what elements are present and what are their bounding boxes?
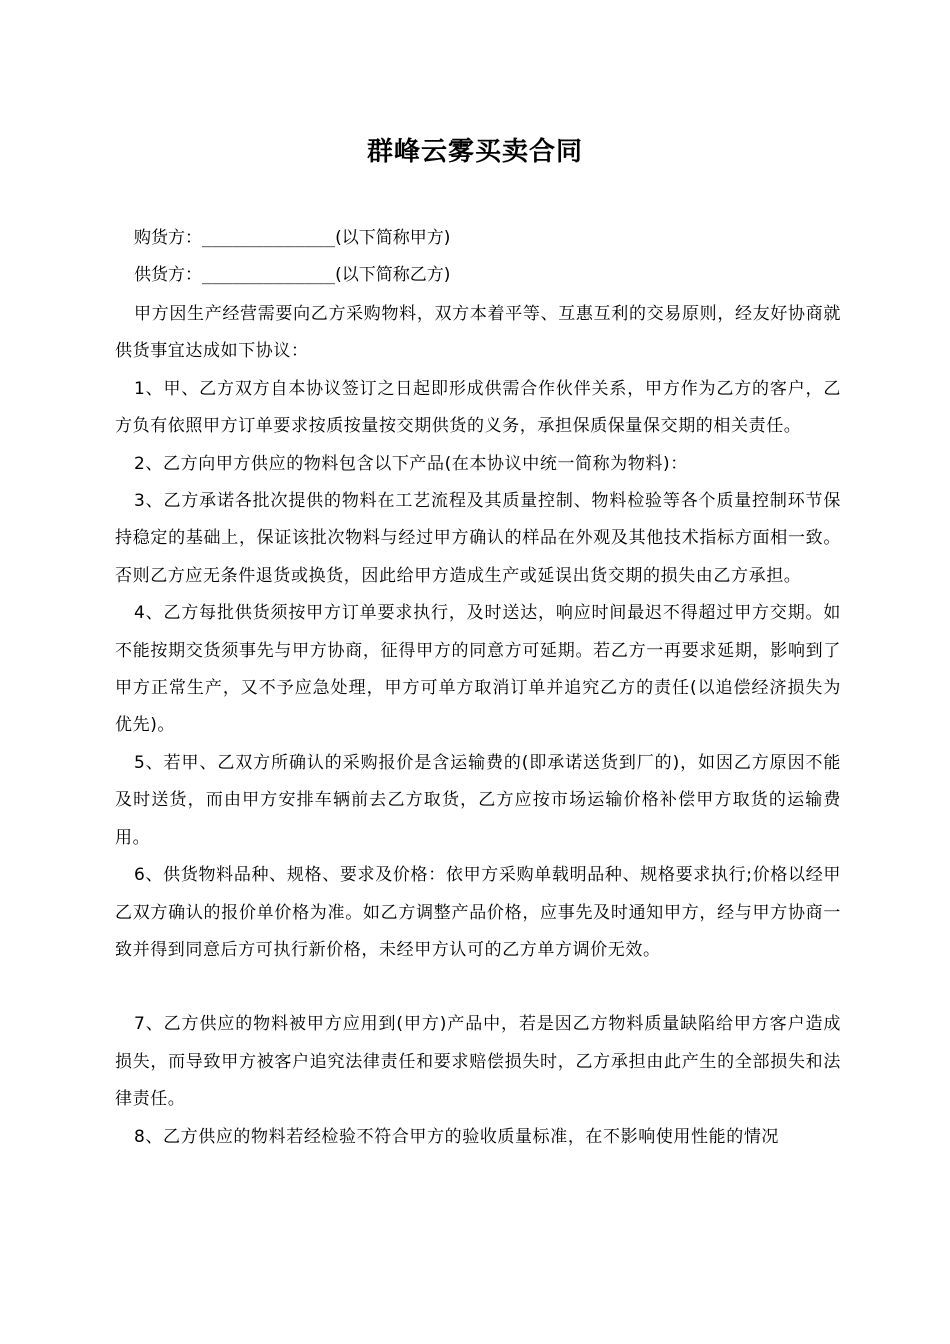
clause-8: 8、乙方供应的物料若经检验不符合甲方的验收质量标准，在不影响使用性能的情况 — [134, 1126, 780, 1147]
buyer-label: 购货方： — [134, 228, 202, 248]
buyer-note: (以下简称甲方) — [335, 228, 451, 248]
clause-2: 2、乙方向甲方供应的物料包含以下产品(在本协议中统一简称为物料)： — [134, 453, 688, 474]
buyer-blank: _____________ — [202, 228, 336, 248]
clause-5: 5、若甲、乙双方所确认的采购报价是含运输费的(即承诺送货到厂的)，如因乙方原因不能及时送货，而由甲方安排车辆前去乙方取货，乙方应按市场运输价格补偿甲方取货的运输费用。 — [115, 752, 841, 848]
supplier-blank: _____________ — [202, 265, 336, 285]
clause-3: 3、乙方承诺各批次提供的物料在工艺流程及其质量控制、物料检验等各个质量控制环节保持稳定的基础上，保证该批次物料与经过甲方确认的样品在外观及其他技术指标方面相一致。否则乙方应无条件退货或换货，因此给甲方造成生产或延误出货交期的损失由乙方承担。 — [115, 491, 841, 586]
buyer-line — [134, 226, 450, 250]
contract-body — [115, 296, 841, 1156]
intro-paragraph: 甲方因生产经营需要向乙方采购物料，双方本着平等、互惠互利的交易原则，经友好协商就供货事宜达成如下协议： — [115, 304, 841, 362]
document-title: 群峰云雾买卖合同 — [366, 137, 583, 167]
clause-1: 1、甲、乙方双方自本协议签订之日起即形成供需合作伙伴关系，甲方作为乙方的客户，乙方负有依照甲方订单要求按质按量按交期供货的义务，承担保质保量保交期的相关责任。 — [115, 378, 841, 437]
clause-6: 6、供货物料品种、规格、要求及价格：依甲方采购单载明品种、规格要求执行;价格以经甲乙双方确认的报价单价格为准。如乙方调整产品价格，应事先及时通知甲方，经与甲方协商一致并得到同意后方可执行新价格，未经甲方认可的乙方单方调价无效。 — [115, 865, 841, 960]
clause-4: 4、乙方每批供货须按甲方订单要求执行，及时送达，响应时间最迟不得超过甲方交期。如不能按期交货须事先与甲方协商，征得甲方的同意方可延期。若乙方一再要求延期，影响到了甲方正常生产，又不予应急处理，甲方可单方取消订单并追究乙方的责任(以追偿经济损失为优先)。 — [115, 603, 841, 736]
supplier-label: 供货方： — [134, 265, 202, 285]
supplier-line — [134, 263, 450, 287]
supplier-note: (以下简称乙方) — [335, 265, 451, 285]
clause-7: 7、乙方供应的物料被甲方应用到(甲方)产品中，若是因乙方物料质量缺陷给甲方客户造成损失，而导致甲方被客户追究法律责任和要求赔偿损失时，乙方承担由此产生的全部损失和法律责任。 — [115, 1014, 841, 1110]
